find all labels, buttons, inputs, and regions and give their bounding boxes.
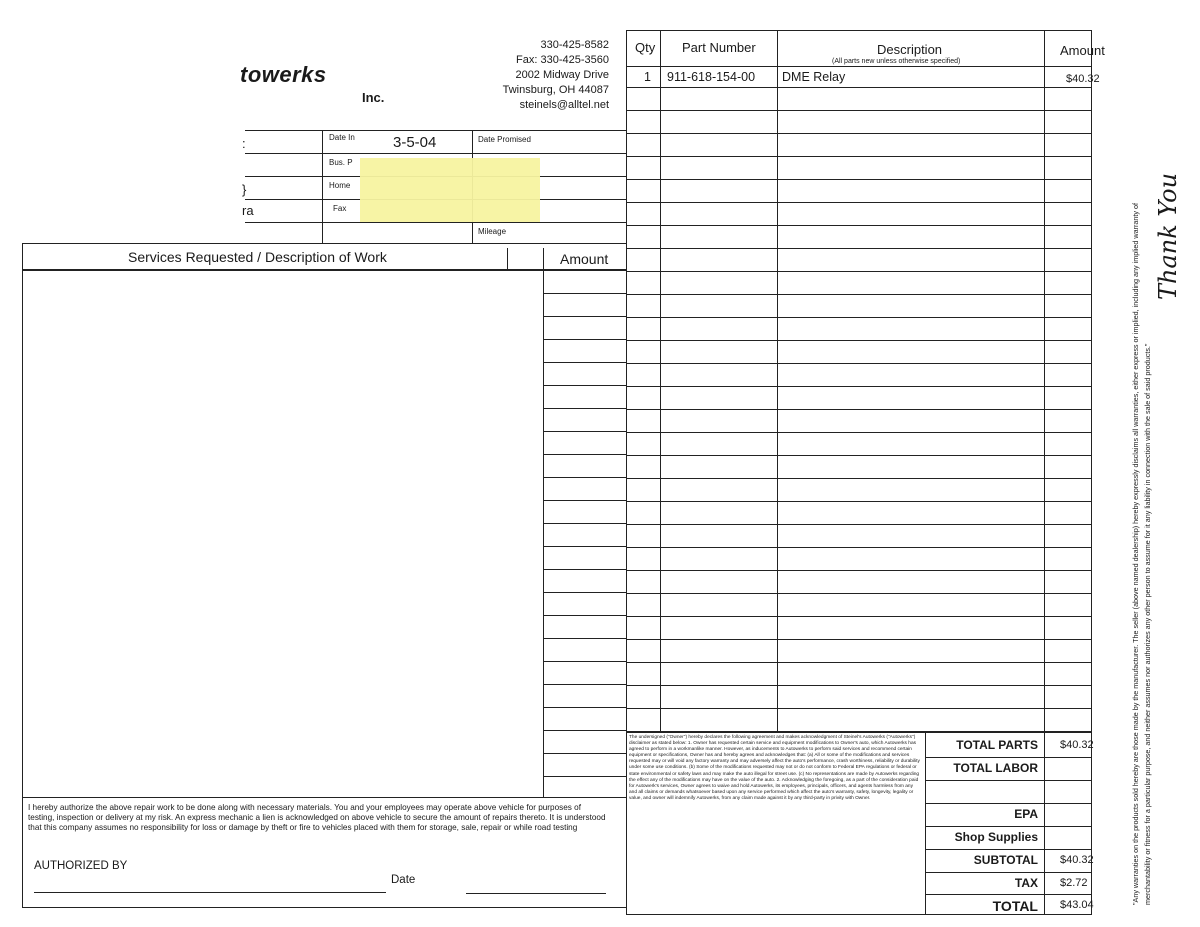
parts-row-line [626, 593, 1092, 594]
part-number-header: Part Number [682, 40, 756, 55]
total-value: $40.32 [1060, 739, 1094, 751]
warranty-disclaimer-line-2: merchantability or fitness for a particular purpose, and neither assumes nor authorizes any other person to assume for it any liability in connection with the sale of said products." [1143, 343, 1152, 905]
total-value: $40.32 [1060, 854, 1094, 866]
service-row-line [543, 753, 626, 754]
description-note: (All parts new unless otherwise specified) [832, 58, 961, 65]
parts-row-line [626, 225, 1092, 226]
service-row-line [543, 592, 626, 593]
home-phone-label: Home [329, 181, 351, 190]
service-row-line [543, 408, 626, 409]
parts-row-line [626, 708, 1092, 709]
part-description: DME Relay [782, 70, 846, 84]
parts-row-line [626, 639, 1092, 640]
qty-header: Qty [635, 40, 656, 55]
part-amount: $40.32 [1066, 73, 1100, 85]
address-line-1: 2002 Midway Drive [515, 69, 609, 81]
phone-number: 330-425-8582 [540, 39, 609, 51]
left-fragment-1: : [242, 136, 246, 151]
company-logo-text: towerks [240, 62, 327, 87]
parts-row-line [626, 616, 1092, 617]
email-address: steinels@alltel.net [519, 99, 609, 111]
authorized-by-label: AUTHORIZED BY [34, 860, 128, 872]
parts-row-line [626, 501, 1092, 502]
authorization-text: I hereby authorize the above repair work to be done along with necessary materials. You and your employees may operate above vehicle for purposes of testing, inspection or delivery at my risk. An express mechanic a lien is acknowledged on above vehicle to secure the amount of repairs thereto. It is understood that this company assumes no responsibility for loss or damage by theft or fire to vehicles placed with them for storage, sale, repair or while road testing [28, 803, 606, 832]
date-in-value: 3-5-04 [393, 134, 437, 151]
parts-row-line [626, 271, 1092, 272]
total-label: TOTAL [992, 898, 1038, 914]
address-line-2: Twinsburg, OH 44087 [502, 84, 609, 96]
services-amount-header: Amount [560, 251, 609, 267]
parts-row-line [626, 570, 1092, 571]
parts-row-line [626, 87, 1092, 88]
part-qty: 1 [644, 70, 651, 84]
parts-row-line [626, 363, 1092, 364]
total-row-line [925, 849, 1092, 850]
bus-phone-label: Bus. P [329, 158, 353, 167]
parts-row-line [626, 156, 1092, 157]
thank-you-signature: Thank You [1154, 172, 1182, 300]
parts-row-line [626, 110, 1092, 111]
total-row-line [925, 780, 1092, 781]
fax-number: Fax: 330-425-3560 [516, 54, 609, 66]
service-row-line [543, 431, 626, 432]
service-row-line [543, 293, 626, 294]
total-value: $43.04 [1060, 899, 1094, 911]
parts-row-line [626, 386, 1092, 387]
company-suffix: Inc. [362, 90, 385, 105]
mileage-label: Mileage [478, 227, 507, 236]
total-label: TOTAL PARTS [956, 738, 1038, 752]
services-title: Services Requested / Description of Work [128, 249, 387, 265]
service-row-line [543, 362, 626, 363]
date-label: Date [391, 874, 416, 886]
service-row-line [543, 684, 626, 685]
part-number: 911-618-154-00 [667, 70, 756, 84]
left-fragment-2: } [242, 182, 247, 197]
sticky-note [360, 158, 540, 222]
total-row-line [925, 826, 1092, 827]
parts-row-line [626, 248, 1092, 249]
total-value: $2.72 [1060, 877, 1088, 889]
parts-row-line [626, 478, 1092, 479]
service-row-line [543, 454, 626, 455]
total-label: TAX [1014, 876, 1038, 890]
parts-row-line [626, 202, 1092, 203]
parts-row-line [626, 455, 1092, 456]
parts-row-line [626, 409, 1092, 410]
parts-row-line [626, 685, 1092, 686]
parts-row-line [626, 662, 1092, 663]
warranty-disclaimer-line-1: "Any warranties on the products sold hereby are those made by the manufacturer. The seller (above named dealership) hereby expressly disclaims all warranties, either express or implied, including any implied warranty of [1131, 203, 1140, 905]
parts-row-line [626, 317, 1092, 318]
owner-agreement-text: The undersigned ("Owner") hereby declares the following agreement and makes acknowledgment of Steinel's Autowerks ("Autowerks") disclaimer as stated below: 1. Owner has requested certain service and equipment modifications to Owner's auto, which Autowerks has agreed to perform in a workmanlike manner. However, as inducements to Autowerks to perform said services and recommend certain equipment or specifications, Owner has and hereby agrees and acknowledges that: (a) All or some of the modifications and services requested may or will void any factory warranty and may adversely affect the auto's performance, crash worthiness, reliability or durability under some use conditions. (b) Some of the modifications requested may not or do not conform to Federal EPA regulations or federal or state environmental or safety laws and may make the auto illegal for street use. (c) No representations are made by Autowerks regarding the effect any of the modifications may have on the value of the auto. 2. Acknowledging the foregoing, as a part of the consideration paid for Autowerk's services, Owner agrees to waive and hold Autowerks, its employees, principals, officers, and agents harmless from any and all claims or demands whatsoever based upon any service performed which affect the auto's warranty, safety, longevity, legality or value, and owner will indemnify Autowerks, from any claim made against it by any third-party in privity with Owner. [629, 735, 920, 801]
service-row-line [543, 339, 626, 340]
service-row-line [543, 638, 626, 639]
parts-row-line [626, 524, 1092, 525]
total-row-line [925, 803, 1092, 804]
parts-row-line [626, 547, 1092, 548]
total-label: Shop Supplies [954, 830, 1038, 844]
service-row-line [543, 776, 626, 777]
date-in-label: Date In [329, 133, 355, 142]
parts-row-line [626, 294, 1092, 295]
parts-row-line [626, 432, 1092, 433]
service-row-line [543, 615, 626, 616]
total-row-line [925, 757, 1092, 758]
fax-label: Fax [333, 204, 347, 213]
service-row-line [543, 500, 626, 501]
service-row-line [543, 569, 626, 570]
service-row-line [543, 707, 626, 708]
left-fragment-3: ra [242, 203, 254, 218]
service-row-line [543, 661, 626, 662]
total-row-line [925, 872, 1092, 873]
service-row-line [543, 546, 626, 547]
service-row-line [543, 477, 626, 478]
service-row-line [543, 385, 626, 386]
total-row-line [925, 894, 1092, 895]
parts-row-line [626, 133, 1092, 134]
total-label: EPA [1014, 807, 1038, 821]
service-row-line [543, 730, 626, 731]
description-header: Description [877, 42, 943, 57]
service-row-line [543, 316, 626, 317]
parts-row-line [626, 179, 1092, 180]
service-row-line [543, 523, 626, 524]
total-label: SUBTOTAL [973, 853, 1038, 867]
amount-header: Amount [1060, 43, 1105, 58]
total-label: TOTAL LABOR [953, 761, 1038, 775]
parts-row-line [626, 340, 1092, 341]
date-promised-label: Date Promised [478, 135, 531, 144]
